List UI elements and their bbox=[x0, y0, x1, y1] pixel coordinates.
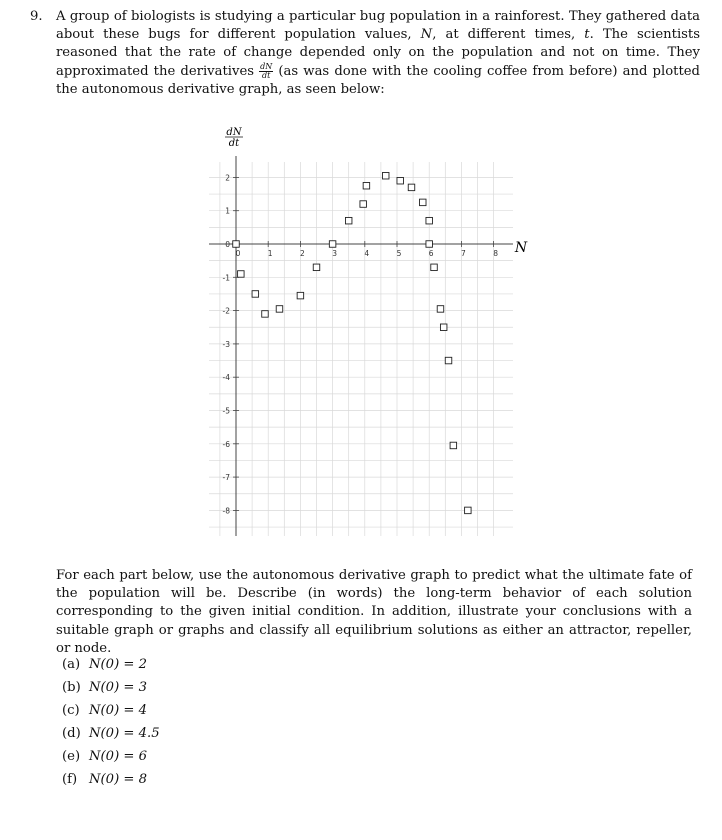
y-tick-label: -4 bbox=[222, 373, 230, 383]
y-axis-label-numerator: dN bbox=[226, 127, 242, 138]
part-condition: N(0) = 2 bbox=[89, 657, 148, 672]
derivative-fraction bbox=[259, 63, 273, 80]
data-point bbox=[360, 201, 367, 208]
part-label: (a) bbox=[62, 657, 81, 672]
var-n: N bbox=[420, 27, 433, 43]
data-point bbox=[382, 172, 389, 179]
y-tick-label: -3 bbox=[222, 339, 230, 349]
data-point bbox=[233, 241, 240, 248]
problem-number: 9. bbox=[30, 9, 43, 24]
part-item bbox=[62, 771, 160, 794]
x-tick-label: 4 bbox=[364, 249, 370, 258]
intro-text-3: . The scientists reasoned that the rate of change depended only on the population and not on time. They approximated the derivatives bbox=[56, 27, 700, 79]
data-point bbox=[297, 292, 304, 299]
part-label: (f) bbox=[62, 772, 78, 787]
instructions-paragraph: For each part below, use the autonomous derivative graph to predict what the ultimate fate of the population will be. Describe (in words) the long-term behavior of each solution corresponding to the given initial condition. In addition, illustrate your conclusions with a suitable graph or graphs and classify all equilibrium solutions as either an attractor, repeller, or node. bbox=[56, 568, 692, 656]
chart-tick-labels bbox=[223, 173, 499, 515]
problem-text bbox=[56, 8, 700, 99]
parts-list bbox=[62, 656, 160, 794]
autonomous-derivative-graph bbox=[205, 118, 535, 540]
intro-text-2: , at different times, bbox=[432, 27, 585, 43]
y-axis-label-denominator: dt bbox=[228, 138, 240, 149]
y-tick-label: -7 bbox=[222, 473, 230, 483]
part-label: (d) bbox=[62, 726, 81, 741]
data-point bbox=[313, 264, 320, 271]
var-t: t bbox=[584, 27, 590, 43]
part-condition: N(0) = 8 bbox=[89, 772, 148, 787]
data-point bbox=[431, 264, 438, 271]
part-condition: N(0) = 6 bbox=[89, 749, 148, 764]
problem-statement bbox=[30, 8, 700, 99]
data-point bbox=[440, 324, 447, 331]
part-item bbox=[62, 656, 160, 679]
x-tick-label: 8 bbox=[493, 249, 498, 258]
y-tick-label: -2 bbox=[222, 306, 230, 316]
data-point bbox=[329, 241, 336, 248]
x-tick-label: 2 bbox=[300, 249, 305, 258]
x-tick-label: 7 bbox=[461, 249, 466, 258]
data-point bbox=[252, 291, 259, 298]
data-point bbox=[426, 241, 433, 248]
data-point bbox=[397, 177, 404, 184]
data-point bbox=[445, 357, 452, 364]
data-point bbox=[465, 507, 472, 514]
data-point bbox=[276, 306, 283, 313]
part-condition: N(0) = 3 bbox=[89, 680, 148, 695]
data-point bbox=[238, 271, 245, 278]
part-label: (e) bbox=[62, 749, 81, 764]
part-item bbox=[62, 748, 160, 771]
x-tick-label: 5 bbox=[396, 249, 402, 258]
data-point bbox=[262, 311, 269, 318]
y-tick-label: 1 bbox=[225, 206, 230, 216]
data-point bbox=[363, 182, 370, 189]
y-tick-label: 0 bbox=[225, 240, 230, 249]
data-point bbox=[420, 199, 427, 206]
chart-grid bbox=[209, 162, 513, 536]
y-tick-label: -8 bbox=[222, 506, 230, 516]
x-axis-label: N bbox=[514, 240, 528, 256]
part-condition: N(0) = 4 bbox=[89, 703, 148, 718]
part-item bbox=[62, 725, 160, 748]
y-tick-label: 2 bbox=[225, 173, 230, 183]
y-tick-label: -6 bbox=[222, 439, 230, 449]
part-item bbox=[62, 679, 160, 702]
data-point bbox=[408, 184, 415, 191]
y-tick-label: -5 bbox=[222, 406, 230, 416]
data-point bbox=[450, 442, 457, 449]
x-tick-label: 0 bbox=[235, 249, 241, 258]
part-item bbox=[62, 702, 160, 725]
x-tick-label: 6 bbox=[428, 249, 434, 258]
data-point bbox=[345, 217, 352, 224]
data-point bbox=[426, 217, 433, 224]
x-tick-label: 1 bbox=[267, 249, 273, 258]
part-label: (c) bbox=[62, 703, 80, 718]
x-tick-label: 3 bbox=[332, 249, 337, 258]
part-label: (b) bbox=[62, 680, 81, 695]
intro-text-4: (as was done with the cooling coffee from before) and plotted the autonomous derivative graph, as seen below: bbox=[56, 63, 700, 97]
deriv-numerator: dN bbox=[260, 61, 273, 71]
data-point bbox=[437, 306, 444, 313]
intro-text-1: A group of biologists is studying a particular bug population in a rainforest. They gathered data about these bugs for different population values, bbox=[56, 9, 700, 43]
y-tick-label: -1 bbox=[222, 273, 230, 283]
deriv-denominator: dt bbox=[262, 70, 271, 80]
part-condition: N(0) = 4.5 bbox=[89, 726, 160, 741]
chart-axes bbox=[209, 156, 513, 536]
